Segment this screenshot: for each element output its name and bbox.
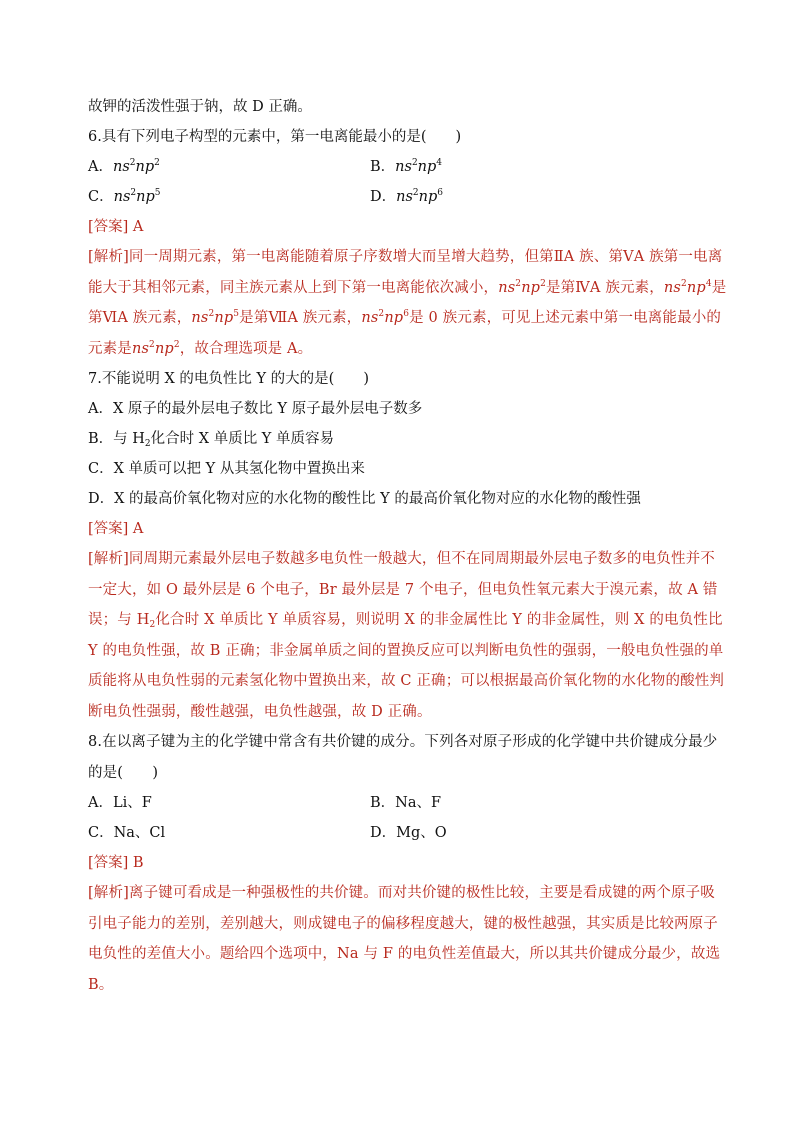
lead-text: 故钾的活泼性强于钠，故 D 正确。 <box>88 99 312 115</box>
q6-options-row1 <box>88 152 728 182</box>
q6-stem: 6.具有下列电子构型的元素中，第一电离能最小的是( ) <box>88 129 462 145</box>
q7-option-b: B．与 $H_2$化合时 X 单质比 Y 单质容易 <box>88 431 334 449</box>
q8-option-b: B．Na、F <box>370 795 442 811</box>
q6-answer: [答案] A <box>88 219 144 235</box>
q8-option-c: C．Na、Cl <box>88 825 166 841</box>
q8-analysis: [解析]离子键可看成是一种强极性的共价键。而对共价键的极性比较，主要是看成键的两个原子吸引电子能力的差别，差别越大，则成键电子的偏移程度越大，键的极性越强，其实质是比较两原子电负性的差值大小。题给四个选项中，Na 与 F 的电负性差值最大，所以其共价键成分最少，故选 B。 <box>88 885 721 993</box>
q7-option-d: D．X 的最高价氧化物对应的水化物的酸性比 Y 的最高价氧化物对应的水化物的酸性强 <box>88 491 641 507</box>
q8-options-row2 <box>88 818 728 848</box>
q7-analysis: [解析]同周期元素最外层电子数越多电负性一般越大，但不在同周期最外层电子数多的电负性并不一定大，如 O 最外层是 6 个电子，Br 最外层是 7 个电子，但电负性氧元素大于溴元素，故 A 错误；与 $H_2$化合时 X 单质比 Y 单质容易，则说明 X 的非金属性比 Y 的非金属性，则 X 的电负性比 Y 的电负性强，故 B 正确；非金属单质之间的置换反应可以判断电负性的强弱，一般电负性强的单质能将从电负性弱的元素氢化物中置换出来，故 C 正确；可以根据最高价氧化物的水化物的酸性判断电负性强弱，酸性越强，电负性越强，故 D 正确。 <box>88 551 725 720</box>
q7-stem: 7.不能说明 X 的电负性比 Y 的大的是( ) <box>88 371 369 387</box>
document-page <box>88 92 728 1000</box>
q8-options-row1 <box>88 788 728 818</box>
q6-option-b: B．$ns^2np^4$ <box>370 158 443 175</box>
q6-option-d: D．$ns^2np^6$ <box>370 188 444 205</box>
q6-option-a: A．$ns^2np^2$ <box>88 158 160 175</box>
q8-option-a: A．Li、F <box>88 795 152 811</box>
q6-analysis: [解析]同一周期元素，第一电离能随着原子序数增大而呈增大趋势，但第ⅡA 族、第ⅤA 族第一电离能大于其相邻元素，同主族元素从上到下第一电离能依次减小，$ns^2np^2$是第ⅣA 族元素，$ns^2np^4$是第ⅥA 族元素，$ns^2np^5$是第ⅦA 族元素，$ns^2np^6$是 0 族元素，可见上述元素中第一电离能最小的元素是$ns^2np^2$，故合理选项是 A。 <box>88 249 727 357</box>
q6-options-row2 <box>88 182 728 212</box>
q8-option-d: D．Mg、O <box>370 825 447 841</box>
q7-option-c: C．X 单质可以把 Y 从其氢化物中置换出来 <box>88 461 365 477</box>
q8-answer: [答案] B <box>88 855 144 871</box>
q7-option-a: A．X 原子的最外层电子数比 Y 原子最外层电子数多 <box>88 401 423 417</box>
q7-answer: [答案] A <box>88 521 144 537</box>
q8-stem: 8.在以离子键为主的化学键中常含有共价键的成分。下列各对原子形成的化学键中共价键成分最少的是( ) <box>88 734 718 781</box>
q6-option-c: C．$ns^2np^5$ <box>88 188 161 205</box>
